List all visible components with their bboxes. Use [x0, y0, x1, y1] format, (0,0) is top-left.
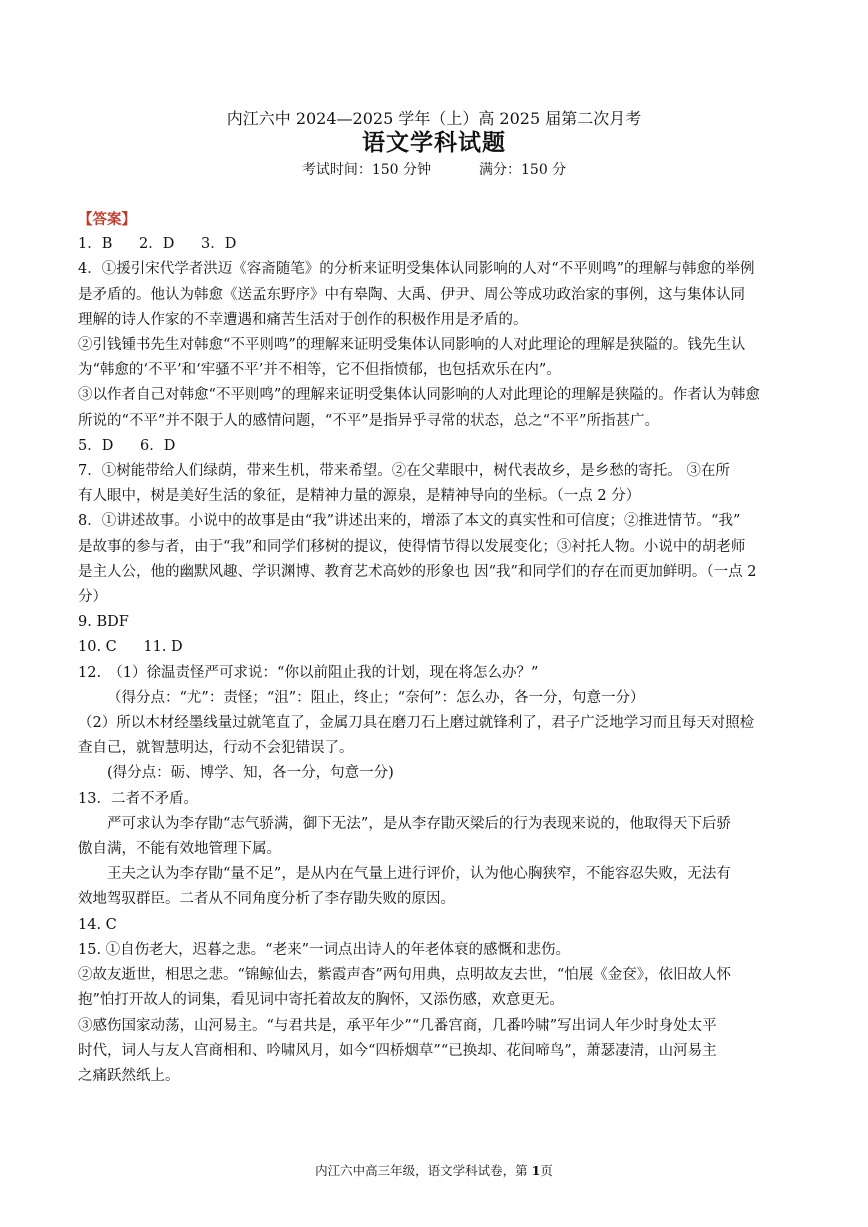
answers-5-6 — [78, 434, 794, 459]
answer-4-line: ②引钱锺书先生对韩愈“不平则鸣”的理解来证明受集体认同影响的人对此理论的理解是狭隘的。钱先生认 — [78, 337, 746, 354]
page-number: 1 — [531, 1163, 541, 1178]
page-footer — [0, 1162, 868, 1180]
answer-8-line: 分） — [78, 589, 107, 606]
answer-2: 2．D — [139, 236, 175, 253]
answer-12-line: （得分点：“尤”：责怪；“沮”：阻止，终止；“奈何”：怎么办，各一分，句意一分） — [107, 689, 645, 706]
answer-8-line: 是主人公，他的幽默风趣、学识渊博、教育艺术高妙的形象也 因“我”和同学们的存在而更加鲜明。（一点 2 — [78, 563, 757, 580]
answer-13-line: 严可求认为李存勖“志气骄满，御下无法”，是从李存勖灭梁后的行为表现来说的，他取得天下后骄 — [107, 815, 731, 832]
subject-title: 语文学科试题 — [362, 129, 506, 156]
answer-13-line: 傲自满，不能有效地管理下属。 — [78, 841, 281, 858]
answer-15-line: 15. ①自伤老大，迟暮之悲。“老来”一词点出诗人的年老体衰的感慨和悲伤。 — [78, 941, 570, 958]
answer-13-line: 效地驾驭群臣。二者从不同角度分析了李存勖失败的原因。 — [78, 891, 455, 908]
answer-8-line: 是故事的参与者，由于“我”和同学们移树的提议，使得情节得以发展变化；③衬托人物。小说中的胡老师 — [78, 538, 746, 555]
answer-14: 14. C — [78, 916, 117, 933]
answer-4-line: 为“韩愈的‘不平’和‘牢骚不平’并不相等，它不但指愤郁，也包括欢乐在内”。 — [78, 362, 561, 379]
footer-suffix: 页 — [540, 1163, 553, 1178]
answer-4-line: 理解的诗人作家的不幸遭遇和痛苦生活对于创作的积极作用是矛盾的。 — [78, 311, 528, 328]
answer-11: 11. D — [143, 639, 183, 656]
answer-15-line: 时代，词人与友人宫商相和、吟啸风月，如今“四桥烟草”“已换却、花间啼鸟”，萧瑟凄清，山河易主 — [78, 1042, 717, 1059]
exam-time: 考试时间：150 分钟 — [301, 162, 431, 178]
exam-title: 内江六中 2024—2025 学年（上）高 2025 届第二次月考 — [226, 109, 642, 128]
answer-15-line: ②故友逝世，相思之悲。“锦鲸仙去，紫霞声杳”两句用典，点明故友去世，“怕展《金奁》，依旧故人怀 — [78, 967, 731, 984]
answer-4-line: 4．①援引宋代学者洪迈《容斋随笔》的分析来证明受集体认同影响的人对“不平则鸣”的理解与韩愈的举例 — [78, 261, 755, 278]
answer-15-line: 之痛跃然纸上。 — [78, 1067, 180, 1084]
answer-10: 10. C — [78, 639, 117, 656]
answer-4-line: 所说的“不平”并不限于人的感情问题，“不平”是指异乎寻常的状态，总之“不平”所指甚广。 — [78, 412, 659, 429]
answer-8-line: 8．①讲述故事。小说中的故事是由“我”讲述出来的，增添了本文的真实性和可信度；②推进情节。“我” — [78, 513, 741, 530]
answer-3: 3．D — [200, 236, 237, 253]
answer-15-line: 抱”怕打开故人的词集，看见词中寄托着故友的胸怀，又添伤感，欢意更无。 — [78, 992, 564, 1009]
answer-1: 1．B — [78, 236, 113, 253]
answer-12-line: (得分点：砺、博学、知，各一分，句意一分) — [107, 765, 394, 782]
answer-7-line: 有人眼中，树是美好生活的象征，是精神力量的源泉，是精神导向的坐标。（一点 2 分） — [78, 488, 641, 505]
answer-4-line: ③以作者自己对韩愈“不平则鸣”的理解来证明受集体认同影响的人对此理论的理解是狭隘的。作者认为韩愈 — [78, 387, 760, 404]
answer-13-line: 13．二者不矛盾。 — [78, 790, 198, 807]
answer-7-line: 7．①树能带给人们绿荫，带来生机，带来希望。②在父辈眼中，树代表故乡，是乡愁的寄托。 ③在所 — [78, 463, 730, 480]
answer-9: 9. BDF — [78, 614, 129, 631]
exam-score: 满分：150 分 — [479, 162, 567, 178]
answer-6: 6．D — [139, 437, 176, 454]
answers-10-11 — [78, 635, 794, 660]
answer-tag: 【答案】 — [78, 211, 136, 228]
answer-12-line: 查自己，就智慧明达，行动不会犯错误了。 — [78, 740, 354, 757]
answer-15-line: ③感伤国家动荡，山河易主。“与君共是，承平年少”“几番宫商，几番吟啸”写出词人年少时身处太平 — [78, 1017, 717, 1034]
answer-12-line: （2）所以木材经墨线量过就笔直了，金属刀具在磨刀石上磨过就锋利了，君子广泛地学习而且每天对照检 — [78, 715, 755, 732]
answer-13-line: 王夫之认为李存勖“量不足”，是从内在气量上进行评价，认为他心胸狭窄，不能容忍失败，无法有 — [107, 866, 731, 883]
answer-body — [78, 207, 794, 1089]
answer-12-line: 12. （1）徐温责怪严可求说：“你以前阻止我的计划，现在将怎么办？” — [78, 664, 539, 681]
answers-1-3 — [78, 232, 794, 257]
exam-info — [0, 160, 868, 180]
answer-5: 5．D — [78, 437, 114, 454]
footer-text: 内江六中高三年级，语文学科试卷，第 — [315, 1163, 532, 1178]
answer-4-line: 是矛盾的。他认为韩愈《送孟东野序》中有皋陶、大禹、伊尹、周公等成功政治家的事例，这与集体认同 — [78, 286, 745, 303]
